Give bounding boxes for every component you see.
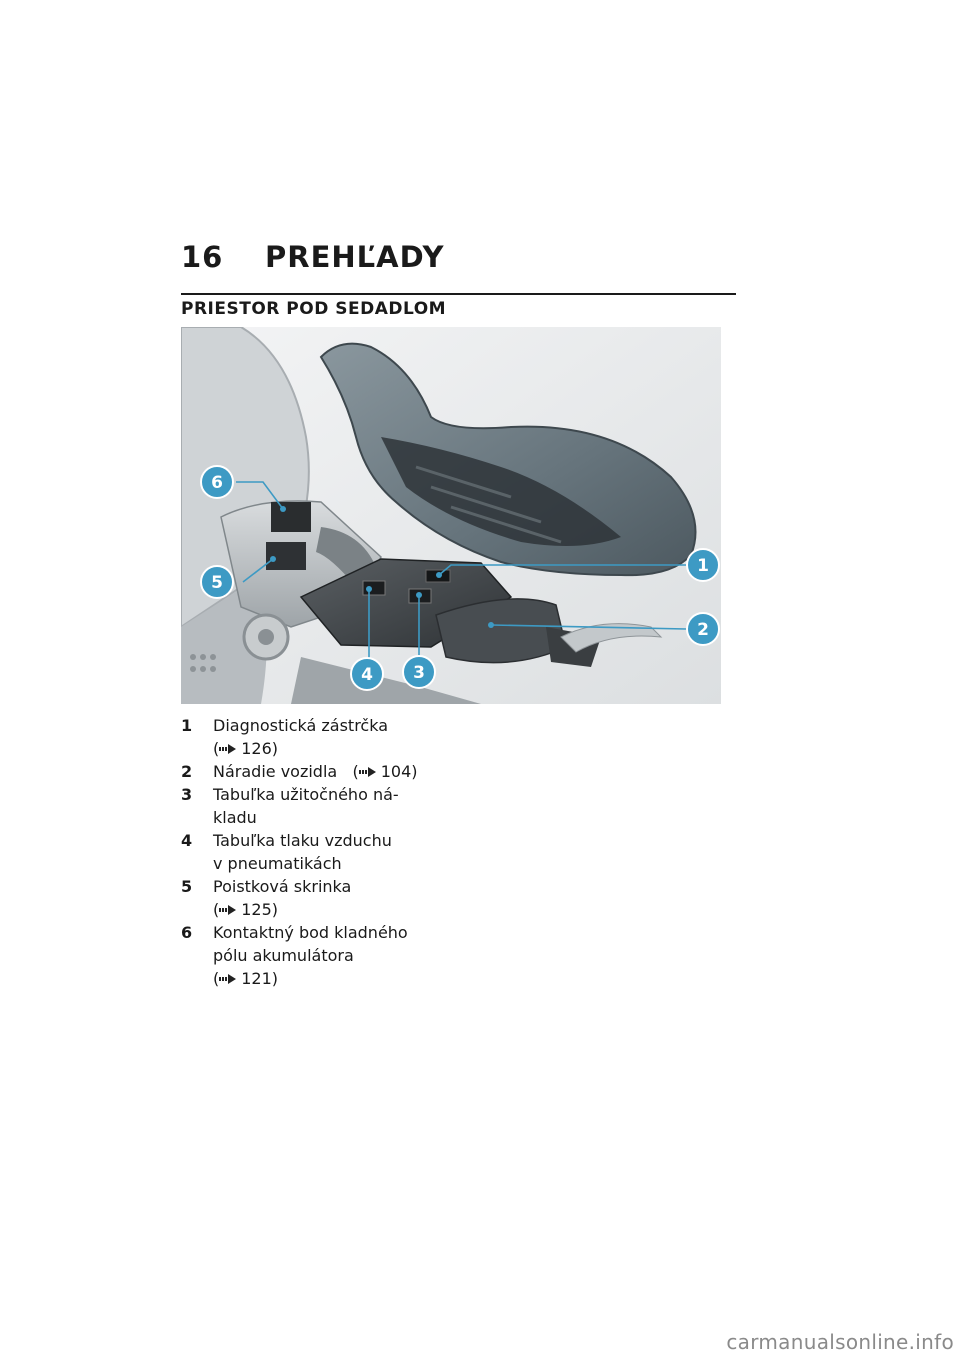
svg-text:3: 3 xyxy=(413,663,425,683)
under-seat-illustration xyxy=(181,327,721,704)
legend-item-1 xyxy=(181,714,451,760)
fuse-box xyxy=(266,542,306,570)
page-arrow-icon xyxy=(219,973,237,985)
legend-item-5 xyxy=(181,875,451,921)
svg-text:5: 5 xyxy=(211,573,223,593)
legend-text: Diagnostická zástrčka xyxy=(213,716,389,735)
page-reference[interactable]: ( 121) xyxy=(213,969,279,988)
callout-badge-2 xyxy=(687,613,719,645)
legend-number: 1 xyxy=(181,716,193,735)
page-reference-number: 126 xyxy=(241,739,272,758)
page-reference-number: 121 xyxy=(241,969,272,988)
tool-kit xyxy=(436,599,566,663)
page-reference[interactable]: ( 104) xyxy=(342,762,418,781)
page-reference[interactable]: ( 125) xyxy=(213,900,279,919)
legend-text: Kontaktný bod kladného xyxy=(213,923,408,942)
page-arrow-icon xyxy=(219,904,237,916)
motorcycle-under-seat-drawing xyxy=(181,327,721,704)
legend-number: 4 xyxy=(181,831,193,850)
section-title: PRIESTOR POD SEDADLOM xyxy=(181,299,447,319)
legend-item-6 xyxy=(181,921,451,990)
legend-text: v pneumatikách xyxy=(213,854,342,873)
page-number: 16 xyxy=(181,240,224,274)
watermark: carmanualsonline.info xyxy=(726,1330,954,1354)
chapter-title: PREHĽADY xyxy=(265,240,445,274)
legend-text: Tabuľka tlaku vzduchu xyxy=(213,831,392,850)
legend-text: Tabuľka užitočného ná- xyxy=(213,785,399,804)
legend-number: 3 xyxy=(181,785,193,804)
callout-badge-6 xyxy=(201,466,233,498)
legend-item-3 xyxy=(181,783,451,829)
legend-text: Náradie vozidla xyxy=(213,762,338,781)
legend-item-2 xyxy=(181,760,451,783)
page-reference-number: 125 xyxy=(241,900,272,919)
legend-text: kladu xyxy=(213,808,257,827)
legend-number: 6 xyxy=(181,923,193,942)
callout-badge-1 xyxy=(687,549,719,581)
svg-text:1: 1 xyxy=(697,556,709,576)
figure-legend xyxy=(181,714,451,990)
svg-text:4: 4 xyxy=(361,665,373,685)
callout-badge-4 xyxy=(351,658,383,690)
legend-number: 2 xyxy=(181,762,193,781)
page-arrow-icon xyxy=(359,766,377,778)
page-reference-number: 104 xyxy=(380,762,412,781)
battery-terminal-block xyxy=(271,502,311,532)
svg-text:6: 6 xyxy=(211,473,223,493)
legend-number: 5 xyxy=(181,877,193,896)
callout-badge-5 xyxy=(201,566,233,598)
page-header xyxy=(181,240,736,274)
legend-item-4 xyxy=(181,829,451,875)
footpeg-bolt xyxy=(258,629,274,645)
callout-badge-3 xyxy=(403,656,435,688)
svg-text:2: 2 xyxy=(697,620,709,640)
legend-text: pólu akumulátora xyxy=(213,946,354,965)
legend-text: Poistková skrinka xyxy=(213,877,352,896)
header-rule xyxy=(181,293,736,295)
page-reference[interactable]: ( 126) xyxy=(213,739,279,758)
page-arrow-icon xyxy=(219,743,237,755)
